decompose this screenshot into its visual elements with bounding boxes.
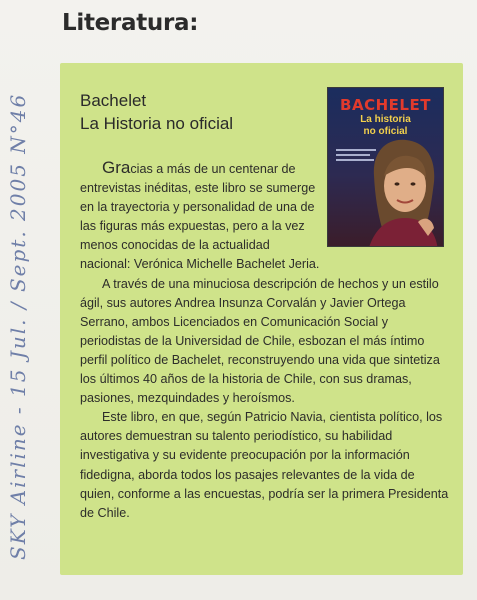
review-panel bbox=[60, 63, 463, 575]
handwritten-note: SKY Airline - 15 Jul. / Sept. 2005 N°46 bbox=[6, 92, 30, 560]
book-title-line2: La Historia no oficial bbox=[80, 114, 234, 133]
review-paragraph-2: A través de una minuciosa descripción de hechos y un estilo ágil, sus autores Andrea Insunza Corvalán y Javier Ortega Serrano, ambos Licenciados en Comunicación Social y periodistas de la Universidad de Chile, esbozan el más íntimo perfil político de Bachelet, reconstruyendo una vida que sintetiza los últimos 40 años de la historia de Chile, con sus dramas, pasiones, mezquindades y heroísmos. bbox=[80, 276, 440, 406]
paragraph-lead: Gra bbox=[102, 158, 131, 177]
book-title-line1: Bachelet bbox=[80, 91, 147, 110]
cover-subtitle-line2: no oficial bbox=[363, 126, 408, 137]
cover-subtitle bbox=[328, 114, 443, 138]
review-paragraph-1 bbox=[80, 158, 320, 275]
cover-title: BACHELET bbox=[340, 96, 431, 114]
cover-subtitle-line1: La historia bbox=[360, 114, 411, 125]
section-heading: Literatura: bbox=[62, 10, 199, 36]
review-text bbox=[80, 158, 450, 523]
paragraph-1-text: cias a más de un centenar de entrevistas inéditas, este libro se sumerge en la trayectoria y personalidad de una de las figuras más expuestas, pero a la vez menos conocidas de la actualidad nacional: Verónica Michelle Bachelet Jeria. bbox=[80, 162, 320, 272]
review-paragraph-3: Este libro, en que, según Patricio Navia, cientista político, los autores demuestran su talento periodístico, su habilidad investigativa y su evidente preocupación por la información fidedigna, aborda todos los pasajes relevantes de la vida de quien, conforme a las encuestas, podría ser la primera Presidenta de Chile. bbox=[80, 410, 449, 520]
book-title bbox=[80, 89, 233, 135]
